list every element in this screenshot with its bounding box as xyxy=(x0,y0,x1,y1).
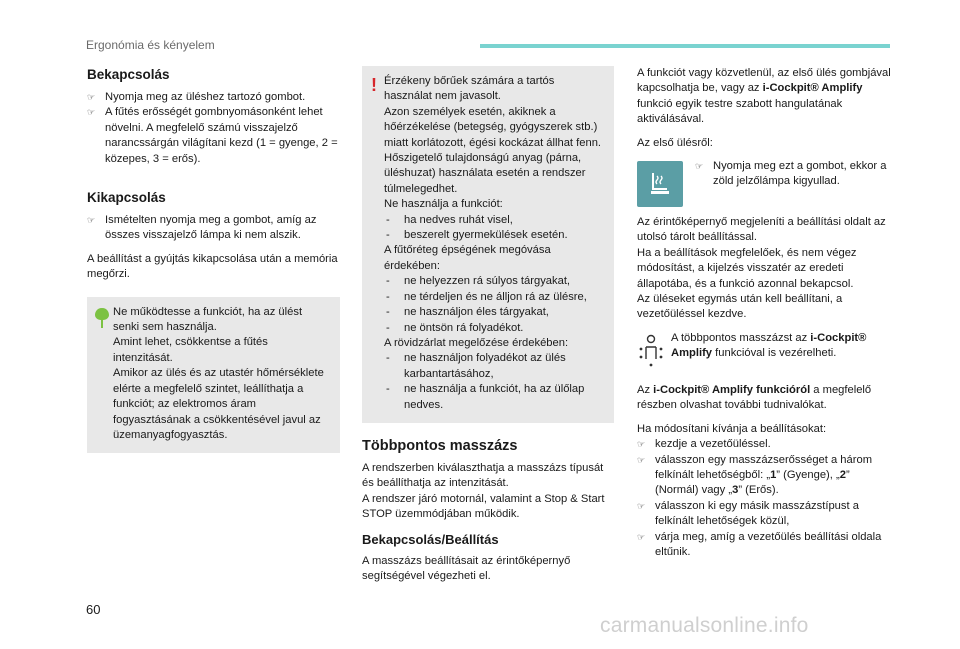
massage-text: A rendszerben kiválaszthatja a masszázs típusát és beállíthatja az intenzitását. xyxy=(362,461,604,490)
touchscreen-text: Az üléseket egymás után kell beállítani, a vezetőüléssel kezdve. xyxy=(637,293,843,321)
list-item: - ne térdeljen és ne álljon rá az ülésre, xyxy=(384,290,604,305)
about-text: Az i-Cockpit® Amplify funkcióról a megfelelő részben olvashat további tudnivalókat. xyxy=(637,383,872,412)
warning-list-1 xyxy=(384,213,604,244)
list-item: - ne helyezzen rá súlyos tárgyakat, xyxy=(384,274,604,289)
list-item: ☞ kezdje a vezetőüléssel. xyxy=(637,437,895,452)
warning-subheading: A rövidzárlat megelőzése érdekében: xyxy=(384,336,569,349)
warning-icon: ! xyxy=(371,75,377,95)
press-button-row xyxy=(637,159,895,207)
list-item: - ne öntsön rá folyadékot. xyxy=(384,321,604,336)
kikapcsolas-list xyxy=(87,213,340,244)
eco-line: Amikor az ülés és az utastér hőmérséklete elérte a megfelelő szintet, leállíthatja a funkciót; az elektromos áram fogyasztásának a csökkentésével javul az üzemanyagfogyasztás. xyxy=(113,367,324,441)
modify-list xyxy=(637,437,895,560)
modify-intro: Ha módosítani kívánja a beállításokat: xyxy=(637,422,827,435)
warning-box xyxy=(362,66,614,423)
list-item: - ne használjon éles tárgyakat, xyxy=(384,305,604,320)
list-item: ☞ A fűtés erősségét gombnyomásonként lehet növelni. A megfelelő számú visszajelző narancssárgán világítani kezd (1 = gyenge, 2 = közepes, 3 = erős). xyxy=(87,105,340,167)
front-seat-label: Az első ülésről: xyxy=(637,136,713,149)
warning-text: Ne használja a funkciót: xyxy=(384,198,503,211)
eco-line: Ne működtesse a funkciót, ha az ülést senki sem használja. xyxy=(113,305,303,334)
header-accent-bar xyxy=(480,44,890,48)
amplify-row xyxy=(637,331,895,375)
warning-text: Hőszigetelő tulajdonságú anyag (párna, üléshuzat) használata esetén a rendszer túlmelegedhet. xyxy=(384,152,586,195)
warning-text: Azon személyek esetén, akiknek a hőérzékelése (betegség, gyógyszerek stb.) miatt korlátozott, égési kockázat állhat fenn. xyxy=(384,105,602,149)
section-title-kikapcsolas: Kikapcsolás xyxy=(87,190,166,206)
column-1 xyxy=(87,66,340,453)
amplify-text: A többpontos masszázst az i-Cockpit® Amplify funkcióval is vezérelheti. xyxy=(671,331,867,360)
page-number: 60 xyxy=(86,602,101,617)
list-item: ☞ Nyomja meg az üléshez tartozó gombot. xyxy=(87,90,340,105)
warning-list-3 xyxy=(384,351,604,413)
setting-text: A masszázs beállításait az érintőképernyő segítségével végezheti el. xyxy=(362,554,571,582)
list-item: ☞ várja meg, amíg a vezetőülés beállítási oldala eltűnik. xyxy=(637,530,895,561)
touchscreen-text: Ha a beállítások megfelelőek, és nem végez módosítást, a kijelzés visszatér az eredeti állapotába, és a funkció azonnal bekapcsol. xyxy=(637,246,857,290)
press-button-list xyxy=(695,159,895,190)
list-item: ☞ válasszon ki egy másik masszázstípust a felkínált lehetőségek közül, xyxy=(637,499,895,530)
memory-note: A beállítást a gyújtás kikapcsolása után a memória megőrzi. xyxy=(87,252,338,281)
warning-subheading: A fűtőréteg épségének megóvása érdekében: xyxy=(384,244,551,272)
bekapcsolas-list xyxy=(87,90,340,167)
eco-line: Amint lehet, csökkentse a fűtés intenzitását. xyxy=(113,336,268,364)
list-item: ☞ Nyomja meg ezt a gombot, ekkor a zöld jelzőlámpa kigyullad. xyxy=(695,159,895,190)
column-2 xyxy=(362,66,614,592)
seat-massage-button-icon xyxy=(637,161,683,207)
warning-text: Érzékeny bőrűek számára a tartós használat nem javasolt. xyxy=(384,75,555,103)
list-item: - ne használjon folyadékot az ülés karbantartásához, xyxy=(384,351,604,382)
list-item: - beszerelt gyermekülések esetén. xyxy=(384,228,604,243)
eco-info-box xyxy=(87,297,340,454)
watermark[interactable]: carmanualsonline.info xyxy=(600,614,809,637)
intro-text: A funkciót vagy közvetlenül, az első ülés gombjával kapcsolhatja be, vagy az i-Cockpit® Amplify funkció egyik testre szabott hangulatának aktiválásával. xyxy=(637,67,891,126)
header-title: Ergonómia és kényelem xyxy=(86,38,215,52)
list-item: - ne használja a funkciót, ha az ülőlap nedves. xyxy=(384,382,604,413)
list-item: ☞ Ismételten nyomja meg a gombot, amíg az összes visszajelző lámpa ki nem alszik. xyxy=(87,213,340,244)
touchscreen-text: Az érintőképernyő megjeleníti a beállítási oldalt az utolsó tárolt beállítással. xyxy=(637,216,886,244)
section-title-bekapcsolas: Bekapcsolás xyxy=(87,67,170,82)
list-item: ☞ válasszon egy masszázserősséget a három felkínált lehetőségből: „1” (Gyenge), „2” (Normál) vagy „3” (Erős). xyxy=(637,453,895,499)
massage-text: A rendszer járó motornál, valamint a Stop & Start STOP üzemmódjában működik. xyxy=(362,492,605,521)
list-item: - ha nedves ruhát visel, xyxy=(384,213,604,228)
column-3 xyxy=(637,66,895,568)
section-title-massage: Többpontos masszázs xyxy=(362,437,518,454)
warning-list-2 xyxy=(384,274,604,336)
massage-points-icon xyxy=(637,333,665,378)
section-title-setting: Bekapcsolás/Beállítás xyxy=(362,531,499,547)
eco-tree-icon xyxy=(94,307,110,334)
